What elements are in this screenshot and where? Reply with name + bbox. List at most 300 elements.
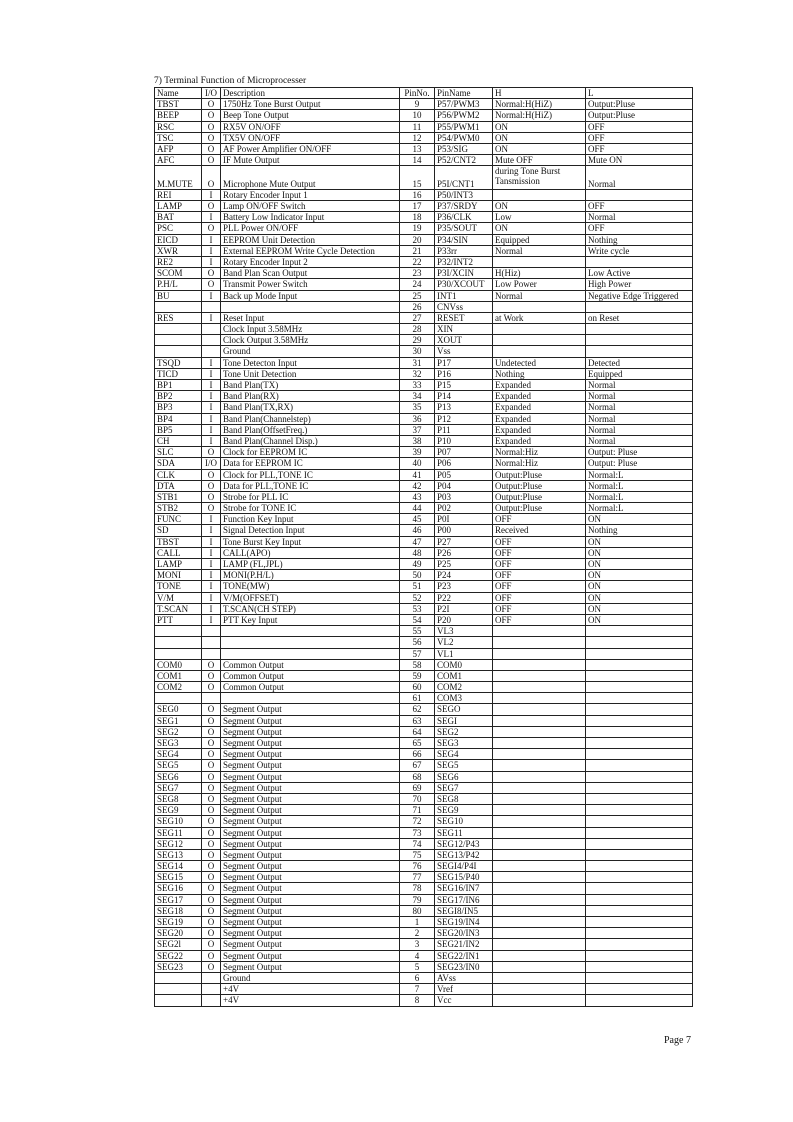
cell-low: OFF [586, 132, 693, 143]
cell-name: BU [155, 290, 202, 301]
table-row [155, 256, 693, 267]
cell-pin-number: 65 [400, 738, 435, 749]
cell-high [493, 816, 586, 827]
table-row [155, 648, 693, 659]
table-row [155, 861, 693, 872]
cell-io [202, 693, 221, 704]
cell-pin-number: 15 [400, 166, 435, 190]
cell-low: Output:Pluse [586, 99, 693, 110]
cell-name: SDA [155, 458, 202, 469]
cell-pin-name: SEGI8/IN5 [435, 905, 493, 916]
cell-io: O [202, 726, 221, 737]
cell-high [493, 995, 586, 1006]
cell-io: I [202, 559, 221, 570]
cell-name: RE2 [155, 256, 202, 267]
cell-name: TSQD [155, 357, 202, 368]
cell-io: O [202, 99, 221, 110]
cell-high [493, 838, 586, 849]
cell-pin-number: 37 [400, 424, 435, 435]
cell-description: Band Plan(OffsetFreq.) [221, 424, 400, 435]
cell-pin-name: SEGO [435, 704, 493, 715]
cell-pin-number: 34 [400, 391, 435, 402]
cell-high [493, 917, 586, 928]
cell-description: Signal Detection Input [221, 525, 400, 536]
cell-pin-number: 14 [400, 155, 435, 166]
cell-low [586, 648, 693, 659]
cell-description: Common Output [221, 659, 400, 670]
cell-high [493, 805, 586, 816]
cell-name: COM0 [155, 659, 202, 670]
cell-low: ON [586, 614, 693, 625]
cell-pin-name: VL1 [435, 648, 493, 659]
cell-name: SEG16 [155, 883, 202, 894]
cell-low [586, 256, 693, 267]
cell-description: Band Plan(TX,RX) [221, 402, 400, 413]
cell-io: O [202, 760, 221, 771]
cell-high: ON [493, 223, 586, 234]
cell-low: OFF [586, 223, 693, 234]
cell-high: Equipped [493, 234, 586, 245]
cell-pin-number: 62 [400, 704, 435, 715]
table-row [155, 424, 693, 435]
cell-pin-name: P56/PWM2 [435, 110, 493, 121]
cell-name: T.SCAN [155, 603, 202, 614]
cell-io: I [202, 256, 221, 267]
cell-description: Segment Output [221, 849, 400, 860]
cell-io: I [202, 380, 221, 391]
cell-pin-name: SEGI [435, 715, 493, 726]
cell-pin-name: P14 [435, 391, 493, 402]
cell-io: O [202, 939, 221, 950]
terminal-function-table [154, 87, 693, 1007]
cell-pin-number: 70 [400, 793, 435, 804]
cell-io: O [202, 905, 221, 916]
table-row [155, 212, 693, 223]
cell-description: Segment Output [221, 760, 400, 771]
cell-low: Detected [586, 357, 693, 368]
cell-io: O [202, 469, 221, 480]
cell-high [493, 670, 586, 681]
cell-io: I [202, 603, 221, 614]
cell-name: SEG11 [155, 827, 202, 838]
cell-high [493, 335, 586, 346]
cell-pin-number: 72 [400, 816, 435, 827]
cell-pin-number: 60 [400, 682, 435, 693]
cell-pin-number: 31 [400, 357, 435, 368]
cell-pin-name: CNVss [435, 301, 493, 312]
cell-description: RX5V ON/OFF [221, 121, 400, 132]
cell-io: I [202, 357, 221, 368]
cell-io: O [202, 659, 221, 670]
cell-name: SEG9 [155, 805, 202, 816]
table-row [155, 782, 693, 793]
cell-high: OFF [493, 536, 586, 547]
cell-io [202, 301, 221, 312]
cell-name: AFP [155, 143, 202, 154]
cell-description: Tone Burst Key Input [221, 536, 400, 547]
cell-high: Normal:H(HiZ) [493, 110, 586, 121]
cell-low: Normal [586, 380, 693, 391]
table-row [155, 503, 693, 514]
header-pin-number: PinNo. [400, 88, 435, 99]
cell-pin-name: P37/SRDY [435, 201, 493, 212]
cell-pin-name: P55/PWM1 [435, 121, 493, 132]
cell-pin-number: 18 [400, 212, 435, 223]
cell-pin-name: SEG19/IN4 [435, 917, 493, 928]
cell-low [586, 682, 693, 693]
table-row [155, 905, 693, 916]
cell-description: +4V [221, 984, 400, 995]
cell-pin-name: SEG21/IN2 [435, 939, 493, 950]
cell-low: Output:Pluse [586, 110, 693, 121]
cell-high [493, 793, 586, 804]
cell-pin-number: 77 [400, 872, 435, 883]
cell-pin-number: 36 [400, 413, 435, 424]
cell-low [586, 782, 693, 793]
cell-low: ON [586, 570, 693, 581]
cell-pin-name: P07 [435, 447, 493, 458]
cell-pin-number: 76 [400, 861, 435, 872]
page-number: Page 7 [664, 1035, 691, 1046]
cell-high [493, 693, 586, 704]
cell-low [586, 324, 693, 335]
cell-name: MONI [155, 570, 202, 581]
cell-low: Normal [586, 391, 693, 402]
cell-pin-name: P0I [435, 514, 493, 525]
cell-low [586, 995, 693, 1006]
cell-high: Expanded [493, 424, 586, 435]
cell-pin-number: 71 [400, 805, 435, 816]
cell-pin-number: 53 [400, 603, 435, 614]
cell-io: I [202, 424, 221, 435]
table-row [155, 290, 693, 301]
cell-pin-name: SEGI4/P4I [435, 861, 493, 872]
cell-name: CH [155, 435, 202, 446]
cell-name: SEG15 [155, 872, 202, 883]
cell-pin-number: 75 [400, 849, 435, 860]
cell-name: SEG0 [155, 704, 202, 715]
cell-description: Rotary Encoder Input 1 [221, 189, 400, 200]
cell-name [155, 346, 202, 357]
cell-io: O [202, 447, 221, 458]
cell-io: O [202, 268, 221, 279]
cell-pin-number: 58 [400, 659, 435, 670]
cell-description: MONI(P.H/L) [221, 570, 400, 581]
cell-high: OFF [493, 559, 586, 570]
cell-name: CALL [155, 547, 202, 558]
table-row [155, 110, 693, 121]
cell-high: Normal [493, 290, 586, 301]
cell-low: Normal [586, 166, 693, 190]
cell-high [493, 659, 586, 670]
table-row [155, 155, 693, 166]
cell-low [586, 189, 693, 200]
cell-high: H(Hiz) [493, 268, 586, 279]
cell-name: SCOM [155, 268, 202, 279]
cell-pin-name: COM3 [435, 693, 493, 704]
cell-pin-name: SEG22/IN1 [435, 950, 493, 961]
cell-pin-name: P00 [435, 525, 493, 536]
cell-pin-number: 78 [400, 883, 435, 894]
cell-pin-number: 46 [400, 525, 435, 536]
cell-low [586, 816, 693, 827]
cell-low [586, 659, 693, 670]
table-row [155, 592, 693, 603]
cell-high [493, 189, 586, 200]
cell-pin-name: P03 [435, 491, 493, 502]
cell-name: RSC [155, 121, 202, 132]
cell-pin-number: 57 [400, 648, 435, 659]
cell-description: Segment Output [221, 905, 400, 916]
cell-description: Segment Output [221, 726, 400, 737]
cell-low: OFF [586, 121, 693, 132]
cell-high: OFF [493, 581, 586, 592]
cell-name [155, 995, 202, 1006]
cell-io: O [202, 928, 221, 939]
cell-io: I [202, 536, 221, 547]
cell-pin-name: P11 [435, 424, 493, 435]
cell-low [586, 872, 693, 883]
cell-name: BAT [155, 212, 202, 223]
cell-pin-name: P06 [435, 458, 493, 469]
cell-description: Segment Output [221, 939, 400, 950]
table-header-row [155, 88, 693, 99]
table-row [155, 961, 693, 972]
cell-pin-name: P35/SOUT [435, 223, 493, 234]
cell-pin-number: 42 [400, 480, 435, 491]
cell-pin-name: P36/CLK [435, 212, 493, 223]
table-row [155, 391, 693, 402]
cell-name: SLC [155, 447, 202, 458]
cell-description: EEPROM Unit Detection [221, 234, 400, 245]
cell-high: Undetected [493, 357, 586, 368]
cell-pin-number: 59 [400, 670, 435, 681]
cell-pin-name: P32/INT2 [435, 256, 493, 267]
cell-low [586, 905, 693, 916]
cell-name: SEG8 [155, 793, 202, 804]
cell-pin-number: 74 [400, 838, 435, 849]
cell-high: Expanded [493, 402, 586, 413]
cell-name: SEG20 [155, 928, 202, 939]
cell-description: Clock for PLL,TONE IC [221, 469, 400, 480]
cell-description [221, 637, 400, 648]
cell-description: Data for EEPROM IC [221, 458, 400, 469]
cell-low: OFF [586, 143, 693, 154]
table-row [155, 570, 693, 581]
cell-description [221, 648, 400, 659]
table-row [155, 547, 693, 558]
cell-pin-name: P57/PWM3 [435, 99, 493, 110]
cell-description: Tone Unit Detection [221, 368, 400, 379]
table-row [155, 894, 693, 905]
cell-pin-name: P5I/CNT1 [435, 166, 493, 190]
cell-low: ON [586, 592, 693, 603]
cell-name: M.MUTE [155, 166, 202, 190]
cell-io: I [202, 581, 221, 592]
table-row [155, 682, 693, 693]
cell-high [493, 872, 586, 883]
cell-io: O [202, 279, 221, 290]
table-row [155, 704, 693, 715]
cell-high: Output:Pluse [493, 480, 586, 491]
cell-name: STB2 [155, 503, 202, 514]
table-row [155, 99, 693, 110]
cell-pin-number: 63 [400, 715, 435, 726]
cell-pin-number: 11 [400, 121, 435, 132]
cell-description: Ground [221, 346, 400, 357]
table-row [155, 491, 693, 502]
cell-pin-number: 47 [400, 536, 435, 547]
cell-io: O [202, 805, 221, 816]
cell-description: AF Power Amplifier ON/OFF [221, 143, 400, 154]
cell-description: Battery Low Indicator Input [221, 212, 400, 223]
cell-name: SEG14 [155, 861, 202, 872]
cell-pin-name: P15 [435, 380, 493, 391]
cell-low [586, 984, 693, 995]
cell-low [586, 637, 693, 648]
cell-low [586, 771, 693, 782]
cell-high: OFF [493, 514, 586, 525]
cell-name: SEG18 [155, 905, 202, 916]
cell-name: BP1 [155, 380, 202, 391]
cell-description: Segment Output [221, 816, 400, 827]
cell-low: Normal [586, 402, 693, 413]
cell-name: TBST [155, 99, 202, 110]
cell-high: ON [493, 121, 586, 132]
cell-name: SEG1 [155, 715, 202, 726]
cell-pin-name: INT1 [435, 290, 493, 301]
cell-low [586, 704, 693, 715]
cell-io: O [202, 827, 221, 838]
cell-low [586, 670, 693, 681]
table-row [155, 480, 693, 491]
cell-pin-number: 44 [400, 503, 435, 514]
table-row [155, 312, 693, 323]
cell-pin-name: Vref [435, 984, 493, 995]
cell-name [155, 637, 202, 648]
cell-pin-number: 38 [400, 435, 435, 446]
table-row [155, 245, 693, 256]
table-row [155, 715, 693, 726]
cell-low: Normal [586, 413, 693, 424]
table-row [155, 738, 693, 749]
cell-io: O [202, 872, 221, 883]
cell-high: OFF [493, 603, 586, 614]
cell-name: AFC [155, 155, 202, 166]
cell-pin-number: 33 [400, 380, 435, 391]
cell-pin-number: 26 [400, 301, 435, 312]
cell-pin-name: Vss [435, 346, 493, 357]
cell-high: ON [493, 143, 586, 154]
cell-pin-number: 4 [400, 950, 435, 961]
cell-description: Segment Output [221, 771, 400, 782]
cell-name: SD [155, 525, 202, 536]
cell-high: Expanded [493, 435, 586, 446]
cell-high: Normal:Hiz [493, 458, 586, 469]
cell-low [586, 749, 693, 760]
cell-low: Normal:L [586, 503, 693, 514]
cell-name: BEEP [155, 110, 202, 121]
cell-low [586, 894, 693, 905]
cell-low: Normal:L [586, 469, 693, 480]
cell-description: Beep Tone Output [221, 110, 400, 121]
cell-high [493, 738, 586, 749]
cell-io: I [202, 413, 221, 424]
cell-pin-name: SEG23/IN0 [435, 961, 493, 972]
table-row [155, 883, 693, 894]
cell-high: at Work [493, 312, 586, 323]
cell-name [155, 335, 202, 346]
cell-pin-name: SEG17/IN6 [435, 894, 493, 905]
cell-high [493, 726, 586, 737]
cell-description: IF Mute Output [221, 155, 400, 166]
cell-io: O [202, 201, 221, 212]
table-row [155, 749, 693, 760]
cell-pin-number: 69 [400, 782, 435, 793]
table-row [155, 603, 693, 614]
cell-description: Segment Output [221, 805, 400, 816]
cell-io: O [202, 223, 221, 234]
cell-name: SEG4 [155, 749, 202, 760]
cell-pin-name: P22 [435, 592, 493, 603]
table-row [155, 268, 693, 279]
cell-name [155, 648, 202, 659]
cell-pin-number: 8 [400, 995, 435, 1006]
table-row [155, 849, 693, 860]
cell-pin-name: P2I [435, 603, 493, 614]
cell-low: ON [586, 536, 693, 547]
cell-high: Output:Pluse [493, 503, 586, 514]
cell-high: ON [493, 132, 586, 143]
cell-io: O [202, 155, 221, 166]
cell-description: Ground [221, 972, 400, 983]
cell-pin-name: P23 [435, 581, 493, 592]
cell-pin-number: 35 [400, 402, 435, 413]
table-row [155, 447, 693, 458]
cell-pin-name: P17 [435, 357, 493, 368]
cell-high [493, 782, 586, 793]
cell-io: I [202, 245, 221, 256]
cell-io: O [202, 861, 221, 872]
cell-high [493, 950, 586, 961]
cell-io: O [202, 110, 221, 121]
cell-name: V/M [155, 592, 202, 603]
cell-pin-name: SEG10 [435, 816, 493, 827]
table-row [155, 838, 693, 849]
cell-description: Segment Output [221, 738, 400, 749]
cell-name [155, 972, 202, 983]
cell-description: Segment Output [221, 715, 400, 726]
cell-description: Segment Output [221, 928, 400, 939]
cell-high: Normal [493, 245, 586, 256]
cell-pin-number: 2 [400, 928, 435, 939]
cell-name: RES [155, 312, 202, 323]
cell-pin-name: P54/PWM0 [435, 132, 493, 143]
cell-high [493, 626, 586, 637]
cell-low [586, 939, 693, 950]
cell-name: SEG12 [155, 838, 202, 849]
cell-description: Band Plan(RX) [221, 391, 400, 402]
cell-high [493, 939, 586, 950]
cell-name: COM2 [155, 682, 202, 693]
cell-io: O [202, 950, 221, 961]
table-row [155, 559, 693, 570]
header-low: L [586, 88, 693, 99]
cell-low [586, 626, 693, 637]
cell-high: OFF [493, 592, 586, 603]
table-row [155, 143, 693, 154]
cell-pin-name: P27 [435, 536, 493, 547]
